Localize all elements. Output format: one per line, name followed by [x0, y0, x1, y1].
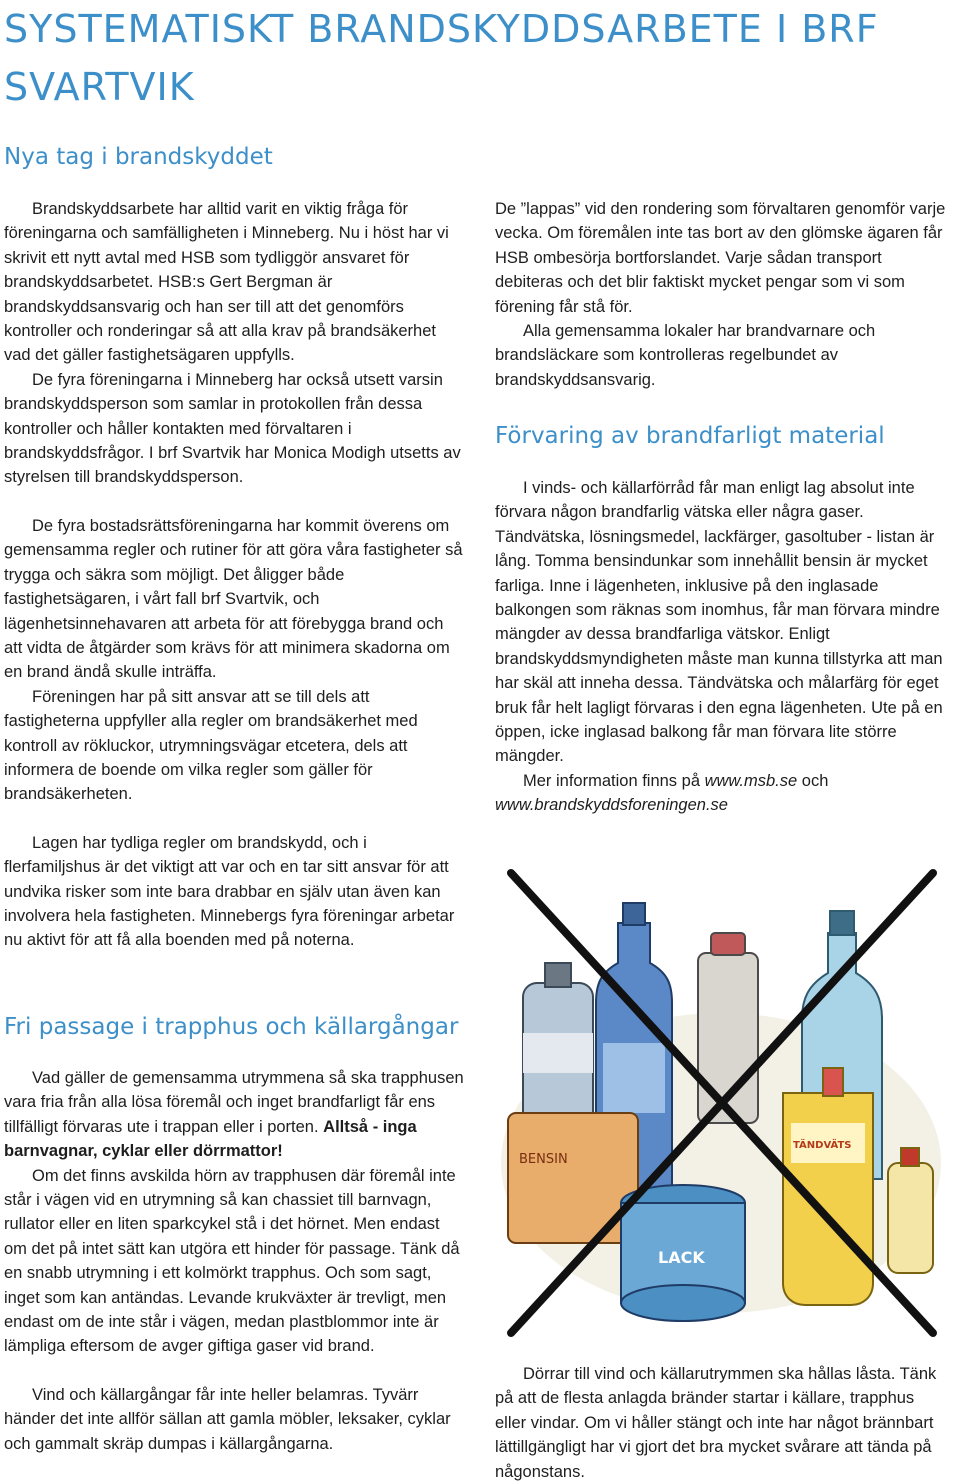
left-column-bottom	[4, 1066, 464, 1456]
paragraph-forvaring: I vinds- och källarförråd får man enligt lag absolut inte förvara någon brandfarlig vätska eller några gaser. Tändvätska, lösningsmedel, lackfärger, gasoltuber - listan är lång. Tomma bensindunkar som innehållit bensin är mycket farliga. Inne i lägenheten, inklusive på den inglasade balkongen som räknas som inomhus, får man förvara mindre mängder av dessa brandfarliga vätskor. Enligt brandskyddsmyndigheten måste man kunna tillstyrka att man har skäl att inneha dessa. Tändvätska och målarfärg för eget bruk får helt lagligt förvaras i den egna lägenheten. Ute på en öppen, icke inglasad balkong får man förvara lite större mängder.	[495, 479, 943, 766]
link-brandskyddsforeningen[interactable]: www.brandskyddsforeningen.se	[495, 796, 728, 815]
mer-info-text: Mer information finns på	[523, 771, 700, 790]
trapphus-text: Vad gäller de gemensamma utrymmena så ska trapphusen vara fria från alla lösa föremål och inget brandfarligt får ens tillfälligt förvaras ute i trappan eller i porten.	[4, 1069, 464, 1136]
gas-canister-icon	[523, 963, 593, 1133]
paragraph-brandvarnare: Alla gemensamma lokaler har brandvarnare och brandsläckare som kontrolleras regelbundet av brandskyddsansvarig.	[495, 322, 876, 389]
lack-label: LACK	[658, 1248, 705, 1267]
heading-nya-tag: Nya tag i brandskyddet	[4, 144, 273, 170]
heading-forvaring: Förvaring av brandfarligt material	[495, 423, 885, 449]
mer-info-and: och	[801, 771, 829, 790]
page-title: SYSTEMATISKT BRANDSKYDDSARBETE I BRF SVARTVIK	[4, 7, 879, 109]
paragraph-trapphus	[4, 1066, 464, 1164]
paragraph-gemensamma-regler: De fyra bostadsrättsföreningarna har kommit överens om gemensamma regler och rutiner för att göra våra fastigheter så trygga och säkra som möjligt. Det åligger både fastighetsägaren, i vårt fall brf Svartvik, och lägenhetsinnehavaren att arbeta för att förebygga brand och att vidta de åtgärder som krävs för att minimera skadorna om en brand ändå skulle inträffa.	[4, 516, 463, 682]
paragraph-lappas: De ”lappas” vid den rondering som förvaltaren genomför varje vecka. Om föremålen inte tas bort av den glömske ägaren får HSB ombesörja bortforslandet. Varje sådan transport debiteras och det blir faktiskt mycket pengar som vi som förening får stå för.	[495, 200, 946, 316]
right-column-top	[495, 197, 947, 392]
right-column-bottom	[495, 1362, 947, 1484]
paragraph-lagen: Lagen har tydliga regler om brandskydd, och i flerfamiljshus är det viktigt att var och en tar sitt ansvar för att undvika risker som inte bara drabbar en själv utan även kan involvera hela fastigheten. Minnebergs fyra föreningar arbetar nu aktivt för att få alla boenden med på noterna.	[4, 833, 455, 950]
paragraph-foreningens-ansvar: Föreningen har på sitt ansvar att se till dels att fastigheterna uppfyller alla regler om brandsäkerhet med kontroll av rökluckor, utrymningsvägar etcetera, dels att informera de boende om vilka regler som gäller för brandsäkerheten.	[4, 687, 418, 804]
image-caption: Dörrar till vind och källarutrymmen ska hållas låsta. Tänk på att de flesta anlagda bränder startar i källare, trapphus eller vindar. Om vi håller stängt och inte har något brännbart lättillgängligt har vi gjort det bra mycket svårare att tända på någonstans.	[495, 1365, 937, 1481]
right-column-middle	[495, 476, 947, 818]
petrol-can-icon	[508, 1113, 638, 1243]
paragraph-brandskyddsperson: De fyra föreningarna i Minneberg har också utsett varsin brandskyddsperson som samlar in protokollen från dessa kontroller och håller kontakten med förvaltaren i brandskyddsfrågor. I brf Svartvik har Monica Modigh utsetts av styrelsen till brandskyddsperson.	[4, 370, 461, 487]
trapphus-warning: Alltså - inga barnvagnar, cyklar eller dörrmattor!	[4, 1117, 417, 1161]
paragraph-intro: Brandskyddsarbete har alltid varit en viktig fråga för föreningarna och samfälligheten i Minneberg. Nu i höst har vi skrivit ett nytt avtal med HSB som tydliggör ansvaret för brandskyddsarbetet. HSB:s Gert Bergman är brandskyddsansvarig och han ser till att det genomförs kontroller och ronderingar så att alla krav på brandsäkerhet vad det gäller fastighetsägaren uppfylls.	[4, 200, 449, 365]
heading-fri-passage: Fri passage i trapphus och källargångar	[4, 1014, 459, 1040]
paragraph-vind-kallare: Vind och källargångar får inte heller belamras. Tyvärr händer det inte allför sällan att gamla möbler, leksaker, cyklar och gammalt skräp dumpas i källargångarna.	[4, 1385, 451, 1453]
flammable-containers-crossed-out-image	[493, 863, 949, 1343]
left-column-top	[4, 197, 464, 953]
small-bottle-icon	[888, 1148, 933, 1273]
paragraph-avskilda-horn: Om det finns avskilda hörn av trapphusen där föremål inte står i vägen vid en utrymning så kan chassiet till barnvagn, rullator eller en liten sparkcykel stå i det hörnet. Men endast om det på intet sätt kan utgöra ett hinder för passage. Tänk då en snabb utrymning i ett kolmörkt trapphus. Och som sagt, inget som kan antändas. Levande krukväxter är trevligt, men endast om de inte står i vägen, medan plastblommor inte är lämpliga eftersom de avger giftiga gaser vid brand.	[4, 1166, 460, 1356]
tandvatska-label: TÄNDVÄTS	[793, 1140, 852, 1151]
bensin-label: BENSIN	[519, 1152, 568, 1167]
link-msb[interactable]: www.msb.se	[704, 771, 798, 790]
paragraph-mer-information	[495, 769, 947, 818]
paint-tin-icon	[621, 1185, 745, 1321]
